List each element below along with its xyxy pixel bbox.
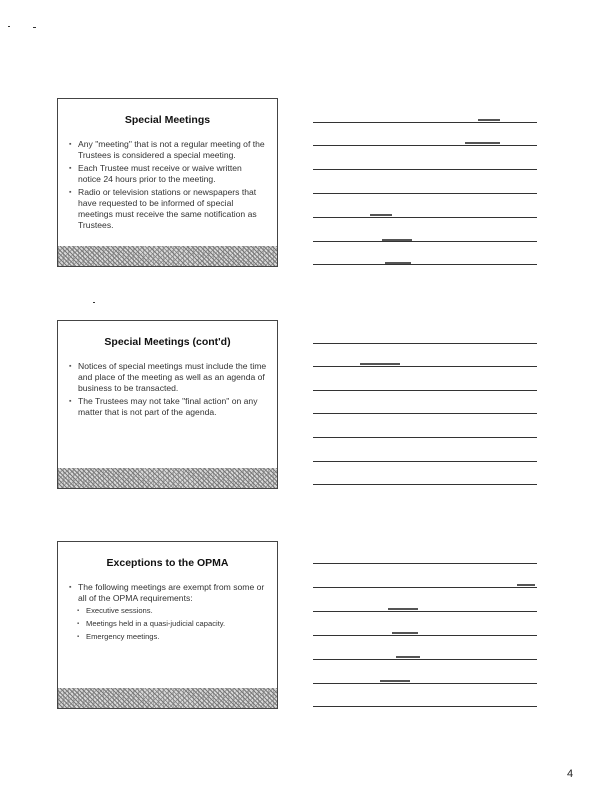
sub-bullet-item: ▪ Meetings held in a quasi-judicial capacity. [69,619,267,629]
notes-line [313,343,537,344]
notes-line-mark [392,632,418,634]
slide-footer-band [58,468,277,488]
notes-line [313,659,537,660]
notes-line [313,563,537,564]
notes-line [313,587,537,588]
slide-title: Exceptions to the OPMA [106,557,229,569]
notes-line [313,461,537,462]
slide-footer-band [58,688,277,708]
scan-speck [33,27,36,28]
notes-line [313,611,537,612]
notes-line [313,122,537,123]
slide-special-meetings-contd [57,320,278,489]
bullet-item: ▪ Each Trustee must receive or waive written notice 24 hours prior to the meeting. [69,163,267,185]
notes-line [313,241,537,242]
notes-line [313,413,537,414]
sub-bullet-item: ▪ Executive sessions. [69,606,267,616]
notes-line-mark [465,142,500,144]
notes-line [313,683,537,684]
notes-line [313,145,537,146]
notes-line [313,217,537,218]
notes-line-mark [385,262,411,264]
notes-line [313,193,537,194]
notes-line-mark [396,656,420,658]
slide-footer-band [58,246,277,266]
bullet-item: ▪ Any "meeting" that is not a regular meeting of the Trustees is considered a special meeting. [69,139,267,161]
notes-line-mark [388,608,418,610]
scan-speck [93,302,95,303]
slide-title: Special Meetings [124,114,211,126]
bullet-list [69,582,267,645]
bullet-list [69,139,267,233]
notes-line [313,484,537,485]
notes-line [313,390,537,391]
notes-line-mark [478,119,500,121]
scan-speck [8,26,10,27]
notes-line-mark [370,214,392,216]
page-number: 4 [567,768,574,780]
slide-special-meetings [57,98,278,267]
notes-line-mark [360,363,400,365]
notes-line [313,264,537,265]
bullet-item: ▪ The Trustees may not take "final action" on any matter that is not part of the agenda. [69,396,267,418]
notes-line [313,635,537,636]
bullet-item: ▪ Radio or television stations or newspapers that have requested to be informed of special meetings must receive the same notification as Trustees. [69,187,267,231]
sub-bullet-item: ▪ Emergency meetings. [69,632,267,642]
notes-line [313,437,537,438]
bullet-list [69,361,267,420]
notes-line-mark [382,239,412,241]
slide-title: Special Meetings (cont'd) [104,336,231,348]
slide-exceptions-opma [57,541,278,709]
notes-line [313,706,537,707]
notes-line [313,366,537,367]
notes-line [313,169,537,170]
notes-line-mark [380,680,410,682]
notes-line-mark [517,584,535,586]
bullet-item: ▪ The following meetings are exempt from some or all of the OPMA requirements: [69,582,267,604]
bullet-item: ▪ Notices of special meetings must include the time and place of the meeting as well as an agenda of business to be transacted. [69,361,267,394]
